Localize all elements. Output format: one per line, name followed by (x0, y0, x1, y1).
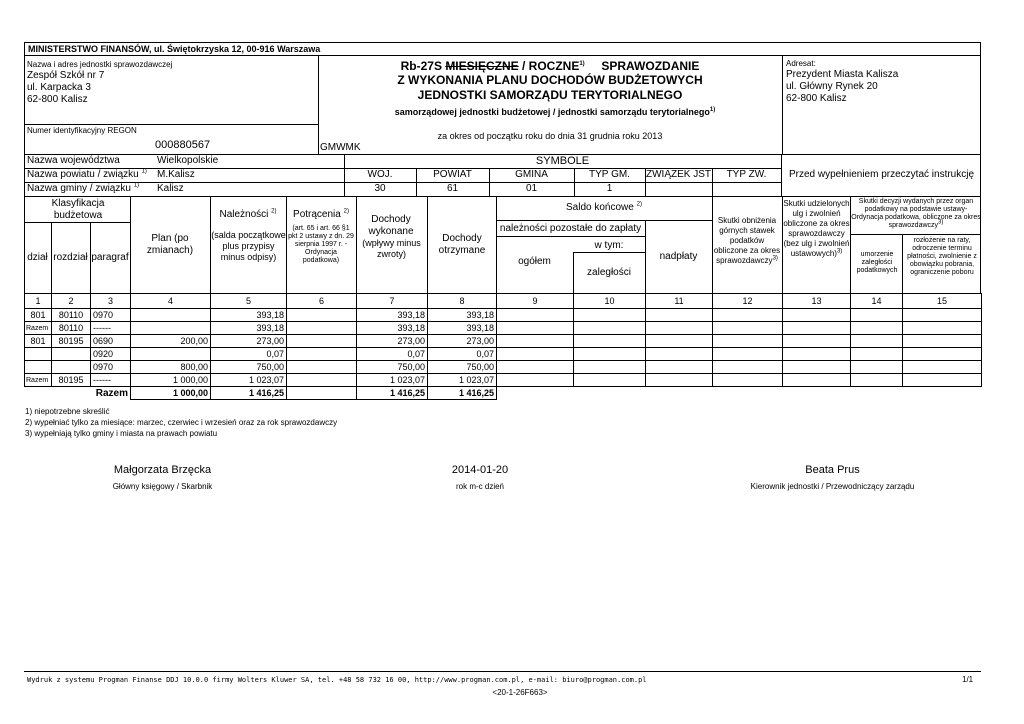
header-dochody-otrz: Dochody otrzymane (438, 233, 486, 256)
cell-empty (903, 335, 982, 348)
unit-name: Zespół Szkół nr 7 (27, 70, 105, 81)
cell-plan (131, 322, 211, 335)
header-rozlozenie: rozłożenie na raty, odroczenie terminu płatności, zwolnienie z obowiązku pobrania, ograniczenie poboru (907, 237, 977, 276)
cell-empty (783, 309, 851, 322)
cell-dzial: 801 (25, 335, 52, 348)
cell-empty (287, 387, 357, 400)
cell-empty (497, 309, 574, 322)
cell-paragraf: ------ (91, 322, 131, 335)
cell-empty (903, 361, 982, 374)
total-c4: 1 000,00 (131, 387, 211, 400)
cell-empty (646, 309, 713, 322)
cell-dochody-wykonane: 273,00 (357, 335, 428, 348)
cell-empty (783, 374, 851, 387)
cell-naleznosci: 1 023,07 (211, 374, 287, 387)
cell-naleznosci: 393,18 (211, 309, 287, 322)
cell-empty (851, 322, 903, 335)
county-label: Nazwa powiatu / związku $^{1)}$ (27, 168, 147, 180)
header-plan: Plan (po zmianach) (146, 233, 194, 256)
symbol-woj-header: WOJ. (367, 169, 393, 180)
title-line4: samorządowej jednostki budżetowej / jednostki samorządu terytorialnego$^{1)}$ (394, 107, 716, 117)
cell-empty (851, 335, 903, 348)
gmina-value: Kalisz (157, 183, 184, 194)
column-numbers-row (25, 294, 982, 309)
head-role: Kierownik jednostki / Przewodniczący zarządu (750, 482, 915, 491)
cell-rozdzial (52, 361, 91, 374)
cell-dochody-wykonane: 393,18 (357, 309, 428, 322)
header-w-tym: w tym: (594, 240, 624, 251)
cell-naleznosci: 0,07 (211, 348, 287, 361)
cell-potracenia (287, 361, 357, 374)
column-number: 8 (428, 294, 497, 309)
signature-date-label: rok m-c dzień (455, 482, 504, 491)
footnote-3: 3) wypełniają tylko gminy i miasta na prawach powiatu (25, 429, 218, 438)
title-line3: JEDNOSTKI SAMORZĄDU TERYTORIALNEGO (417, 88, 683, 102)
header-paragraf: paragraf (91, 252, 129, 263)
header-skutki-decyzji: Skutki decyzji wydanych przez organ podatkowy na podstawie ustawy-Ordynacja podatkowa, obliczone za okres sprawozdawczy3) (851, 198, 981, 229)
header-dzial: dział (27, 252, 48, 263)
header-naleznosci: Należności $^{2)}$ (219, 208, 277, 220)
cell-empty (713, 322, 783, 335)
symbol-typzw-header: TYP ZW. (726, 169, 767, 180)
cell-empty (574, 322, 646, 335)
cell-dochody-wykonane: 0,07 (357, 348, 428, 361)
table-row (25, 309, 982, 322)
header-skutki-udziel: Skutki udzielonych ulg i zwolnień obliczone za okres sprawozdawczy (bez ulg i zwolnień ustawowych)$^{3)}$ (783, 199, 850, 258)
total-c7: 1 416,25 (357, 387, 428, 400)
county-value: M.Kalisz (157, 169, 195, 180)
header-rozdzial: rozdział (53, 252, 88, 263)
data-table (24, 293, 982, 400)
header-nal-pozost: należności pozostałe do zapłaty (499, 223, 642, 234)
cell-paragraf: 0920 (91, 348, 131, 361)
column-number: 11 (646, 294, 713, 309)
symbols-title: SYMBOLE (535, 155, 590, 167)
cell-empty (646, 335, 713, 348)
cell-dzial (25, 348, 52, 361)
instruction-note: Przed wypełnieniem przeczytać instrukcję (788, 169, 975, 180)
cell-empty (497, 361, 574, 374)
symbol-typgm-value: 1 (606, 183, 613, 194)
signature-date: 2014-01-20 (451, 464, 509, 476)
cell-empty (713, 348, 783, 361)
cell-dochody-otrzymane: 750,00 (428, 361, 497, 374)
cell-empty (497, 335, 574, 348)
table-row (25, 348, 982, 361)
column-number: 5 (211, 294, 287, 309)
cell-blank (497, 387, 574, 400)
symbol-typgm-header: TYP GM. (589, 169, 630, 180)
table-row (25, 374, 982, 387)
cell-empty (783, 335, 851, 348)
header-potracenia-sub: (art. 65 i art. 66 §1 pkt 2 ustawy z dn. 29 sierpnia 1997 r. - Ordynacja podatkowa) (288, 225, 354, 264)
cell-empty (713, 374, 783, 387)
cell-empty (574, 348, 646, 361)
gmwmk-code: GMWMK (320, 142, 361, 153)
total-label: Razem (25, 387, 131, 400)
cell-empty (851, 348, 903, 361)
cell-rozdzial (52, 348, 91, 361)
cell-empty (646, 361, 713, 374)
ministry-title: MINISTERSTWO FINANSÓW, ul. Świętokrzyska 12, 00-916 Warszawa (28, 44, 321, 54)
cell-plan: 200,00 (131, 335, 211, 348)
cell-plan: 1 000,00 (131, 374, 211, 387)
voiv-label: Nazwa województwa (27, 155, 120, 166)
table-row (25, 322, 982, 335)
cell-dzial (25, 361, 52, 374)
cell-rozdzial: 80195 (52, 374, 91, 387)
cell-empty (646, 348, 713, 361)
footnote-1: 1) niepotrzebne skreślić (25, 407, 110, 416)
cell-blank (713, 387, 783, 400)
cell-blank (903, 387, 982, 400)
cell-empty (497, 322, 574, 335)
header-umorzenie: umorzenie zaległości podatkowych (856, 251, 898, 274)
page-number: 1/1 (962, 675, 974, 684)
column-number: 2 (52, 294, 91, 309)
unit-label: Nazwa i adres jednostki sprawozdawczej (27, 60, 173, 69)
column-number: 1 (25, 294, 52, 309)
cell-empty (783, 361, 851, 374)
header-klasyfikacja: Klasyfikacja budżetowa (51, 198, 105, 221)
voiv-value: Wielkopolskie (157, 155, 219, 166)
regon-label: Numer identyfikacyjny REGON (27, 126, 137, 135)
report-period: za okres od początku roku do dnia 31 grudnia roku 2013 (437, 131, 663, 141)
cell-dochody-wykonane: 750,00 (357, 361, 428, 374)
cell-dochody-wykonane: 1 023,07 (357, 374, 428, 387)
total-c8: 1 416,25 (428, 387, 497, 400)
header-dochody-wyk: Dochody wykonane (368, 214, 414, 237)
cell-naleznosci: 393,18 (211, 322, 287, 335)
cell-potracenia (287, 335, 357, 348)
cell-empty (851, 374, 903, 387)
column-number: 12 (713, 294, 783, 309)
cell-rozdzial: 80110 (52, 309, 91, 322)
column-number: 15 (903, 294, 982, 309)
cell-paragraf: 0970 (91, 361, 131, 374)
column-number: 6 (287, 294, 357, 309)
symbol-zwiazek-header: ZWIĄZEK JST (646, 169, 711, 180)
regon-value: 000880567 (155, 139, 211, 151)
total-row (25, 387, 982, 400)
cell-dochody-otrzymane: 393,18 (428, 309, 497, 322)
report-title: Rb-27S MIESIĘCZNE / ROCZNE$^{1)}$ SPRAWOZDANIE Z WYKONANIA PLANU DOCHODÓW BUDŻETOWYCH JEDNOSTKI SAMORZĄDU TERYTORIALNEGO (360, 59, 740, 103)
table-row (25, 361, 982, 374)
printout-line: Wydruk z systemu Progman Finanse DDJ 10.0.0 firmy Wolters Kluwer SA, tel. +48 58 732 16 00, http://www.progman.com.pl, e-mail: biuro@progman.com.pl (27, 676, 647, 684)
cell-empty (497, 374, 574, 387)
head-name: Beata Prus (805, 464, 860, 476)
cell-potracenia (287, 322, 357, 335)
cell-naleznosci: 273,00 (211, 335, 287, 348)
cell-dochody-otrzymane: 273,00 (428, 335, 497, 348)
cell-empty (851, 361, 903, 374)
cell-empty (713, 309, 783, 322)
cell-empty (574, 335, 646, 348)
cell-paragraf: 0690 (91, 335, 131, 348)
cell-dzial: Razem (25, 322, 52, 335)
printout-code: <20-1-26F663> (492, 688, 548, 697)
cell-paragraf: ------ (91, 374, 131, 387)
cell-plan: 800,00 (131, 361, 211, 374)
symbol-woj-value: 30 (374, 183, 386, 194)
cell-rozdzial: 80110 (52, 322, 91, 335)
symbol-powiat-value: 61 (446, 183, 459, 194)
column-number: 3 (91, 294, 131, 309)
cell-empty (574, 361, 646, 374)
cell-empty (574, 374, 646, 387)
column-number: 10 (574, 294, 646, 309)
cell-dochody-otrzymane: 0,07 (428, 348, 497, 361)
column-number: 4 (131, 294, 211, 309)
cell-empty (903, 309, 982, 322)
cell-blank (646, 387, 713, 400)
addressee-name: Prezydent Miasta Kalisza (786, 69, 899, 80)
accountant-role: Główny księgowy / Skarbnik (112, 482, 213, 491)
addressee-label: Adresat: (786, 59, 816, 68)
cell-potracenia (287, 309, 357, 322)
unit-street: ul. Karpacka 3 (27, 82, 91, 93)
cell-plan (131, 348, 211, 361)
addressee-street: ul. Główny Rynek 20 (786, 81, 878, 92)
cell-empty (574, 309, 646, 322)
cell-plan (131, 309, 211, 322)
addressee-city: 62-800 Kalisz (786, 93, 847, 104)
column-number: 9 (497, 294, 574, 309)
cell-empty (903, 322, 982, 335)
column-number: 7 (357, 294, 428, 309)
total-c5: 1 416,25 (211, 387, 287, 400)
symbol-gmina-header: GMINA (515, 169, 548, 180)
header-zaleglosci: zaległości (587, 267, 631, 278)
cell-potracenia (287, 348, 357, 361)
header-ogolem: ogółem (518, 256, 551, 267)
header-skutki-obniz: Skutki obniżenia górnych stawek podatków obliczone za okres sprawozdawczy$^{3)}$ (713, 216, 781, 265)
column-number: 13 (783, 294, 851, 309)
cell-blank (851, 387, 903, 400)
header-nadplaty: nadpłaty (659, 251, 698, 262)
cell-empty (851, 309, 903, 322)
unit-city: 62-800 Kalisz (27, 94, 88, 105)
cell-dochody-wykonane: 393,18 (357, 322, 428, 335)
title-struck: MIESIĘCZNE (445, 59, 519, 73)
header-dochody-wyk-sub: (wpływy minus zwroty) (362, 238, 421, 259)
cell-blank (574, 387, 646, 400)
title-line2: Z WYKONANIA PLANU DOCHODÓW BUDŻETOWYCH (397, 73, 703, 87)
footnote-2: 2) wypełniać tylko za miesiące: marzec, czerwiec i wrzesień oraz za rok sprawozdawczy (25, 418, 338, 427)
header-potracenia: Potrącenia $^{2)}$ (293, 208, 349, 220)
cell-empty (646, 322, 713, 335)
cell-empty (646, 374, 713, 387)
cell-empty (903, 348, 982, 361)
cell-naleznosci: 750,00 (211, 361, 287, 374)
cell-empty (903, 374, 982, 387)
column-number: 14 (851, 294, 903, 309)
cell-empty (783, 322, 851, 335)
cell-rozdzial: 80195 (52, 335, 91, 348)
symbol-gmina-value: 01 (525, 183, 538, 194)
header-saldo: Saldo końcowe $^{2)}$ (566, 201, 642, 213)
title-rest: / ROCZNE (522, 59, 580, 73)
cell-dochody-otrzymane: 393,18 (428, 322, 497, 335)
cell-empty (497, 348, 574, 361)
cell-blank (783, 387, 851, 400)
gmina-label: Nazwa gminy / związku $^{1)}$ (27, 182, 140, 194)
cell-paragraf: 0970 (91, 309, 131, 322)
title-code: Rb-27S (400, 59, 442, 73)
cell-dzial: 801 (25, 309, 52, 322)
title-report: SPRAWOZDANIE (601, 59, 700, 73)
header-naleznosci-sub: (salda początkowe plus przypisy minus odpisy) (211, 230, 286, 262)
symbol-powiat-header: POWIAT (433, 169, 472, 180)
cell-dzial: Razem (25, 374, 52, 387)
cell-potracenia (287, 374, 357, 387)
accountant-name: Małgorzata Brzęcka (113, 464, 212, 476)
cell-empty (713, 361, 783, 374)
table-row (25, 335, 982, 348)
cell-empty (783, 348, 851, 361)
cell-empty (713, 335, 783, 348)
cell-dochody-otrzymane: 1 023,07 (428, 374, 497, 387)
